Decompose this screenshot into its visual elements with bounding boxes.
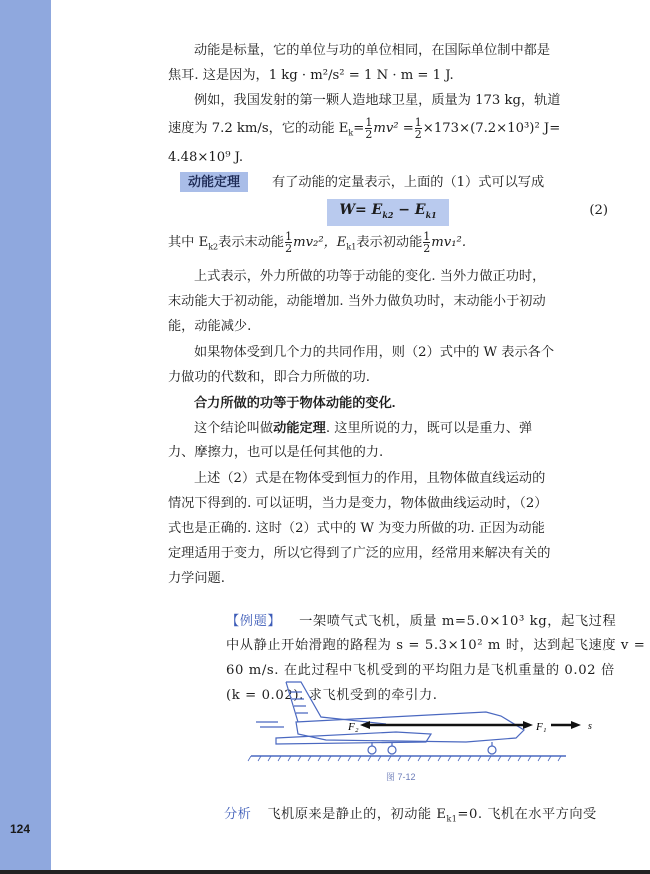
- label-f2: F₂: [348, 721, 359, 733]
- paragraph-line: 动能是标量，它的单位与功的单位相同，在国际单位制中都是: [194, 43, 551, 58]
- label-f1: F₁: [536, 721, 547, 733]
- paragraph-line: 如果物体受到几个力的共同作用，则（2）式中的 W 表示各个: [194, 345, 555, 360]
- theorem-heading-line: [168, 170, 608, 195]
- paragraph-line: 这个结论叫做动能定理. 这里所说的力，既可以是重力、弹: [194, 420, 533, 436]
- theorem-statement: 合力所做的功等于物体动能的变化.: [194, 395, 396, 410]
- paragraph-line: 例如，我国发射的第一颗人造地球卫星，质量为 173 kg，轨道: [194, 93, 561, 108]
- formula-explanation: 其中 $E_{k2}$表示末动能 $\frac{1}{2}$ mv₂²，$E_{k1}$表示初动能 $\frac{1}{2}$ mv₁².: [168, 230, 467, 255]
- paragraph-line: 上述（2）式是在物体受到恒力的作用，且物体做直线运动的: [194, 471, 546, 486]
- paragraph-line: 焦耳. 这是因为，1 kg · m²/s² = 1 N · m = 1 J.: [168, 68, 454, 83]
- fraction-half: $\frac{1}{2}$: [414, 116, 422, 141]
- formula-line: [168, 198, 608, 226]
- paragraph-line: 力做功的代数和，即合力所做的功.: [168, 370, 371, 385]
- theorem-intro: 有了动能的定量表示，上面的（1）式可以写成: [272, 175, 545, 190]
- paragraph-line: 能，动能减少.: [168, 319, 252, 334]
- example-line: (k = 0.02). 求飞机受到的牵引力.: [226, 688, 438, 703]
- fraction-half: $\frac{1}{2}$: [423, 230, 431, 255]
- paragraph-line: 情况下得到的. 可以证明，当力是变力，物体做曲线运动时，（2）: [168, 496, 548, 511]
- figure-caption: 图 7-12: [386, 772, 416, 782]
- example-line: 60 m/s. 在此过程中飞机受到的平均阻力是飞机重量的 0.02 倍: [226, 663, 615, 678]
- theorem-term: 动能定理: [273, 420, 326, 435]
- analysis-line: 分析 飞机原来是静止的，初动能 $E_{k1}=0$. 飞机在水平方向受: [224, 806, 597, 824]
- fraction-half: $\frac{1}{2}$: [365, 116, 373, 141]
- example-line: 【例题】 一架喷气式飞机，质量 m=5.0×10³ kg，起飞过程: [226, 613, 617, 629]
- page-number: 124: [10, 822, 31, 836]
- paragraph-line: 末动能大于初动能，动能增加. 当外力做负功时，末动能小于初动: [168, 294, 546, 309]
- fuselage: [296, 712, 524, 742]
- example-line: 中从静止开始滑跑的路程为 s = 5.3×10² m 时，达到起飞速度 v =: [226, 638, 646, 653]
- airplane-figure: [246, 672, 616, 762]
- label-s: s: [588, 721, 592, 732]
- paragraph-line: 力学问题.: [168, 571, 225, 586]
- paragraph-line: 定理适用于变力，所以它得到了广泛的应用，经常用来解决有关的: [168, 546, 551, 561]
- work-energy-formula: $W= E_{k2} - E_{k1}$: [327, 199, 448, 226]
- text: mv² =: [373, 121, 414, 136]
- equation-number: (2): [589, 203, 608, 218]
- subscript: k: [348, 128, 354, 138]
- theorem-tag: 动能定理: [180, 172, 248, 192]
- paragraph-line: 4.48×10⁹ J.: [168, 150, 244, 165]
- bottom-border: [0, 870, 650, 874]
- fraction-half: $\frac{1}{2}$: [285, 230, 293, 255]
- example-tag: 【例题】: [226, 613, 282, 628]
- analysis-tag: 分析: [224, 806, 252, 821]
- paragraph-line: 力、摩擦力，也可以是任何其他的力.: [168, 445, 384, 460]
- kinetic-energy-calc-line: 速度为 7.2 km/s，它的动能 $E_k=$ $\frac{1}{2}$ mv² = $\frac{1}{2}$ ×173×(7.2×10³)² J=: [168, 116, 561, 141]
- page-sidebar-band: [0, 0, 51, 874]
- paragraph-line: 式也是正确的. 这时（2）式中的 W 为变力所做的功. 正因为动能: [168, 521, 545, 536]
- paragraph-line: 上式表示，外力所做的功等于动能的变化. 当外力做正功时，: [194, 269, 546, 284]
- text: ×173×(7.2×10³)² J=: [422, 121, 561, 136]
- text: 速度为 7.2 km/s，它的动能 E: [168, 121, 349, 136]
